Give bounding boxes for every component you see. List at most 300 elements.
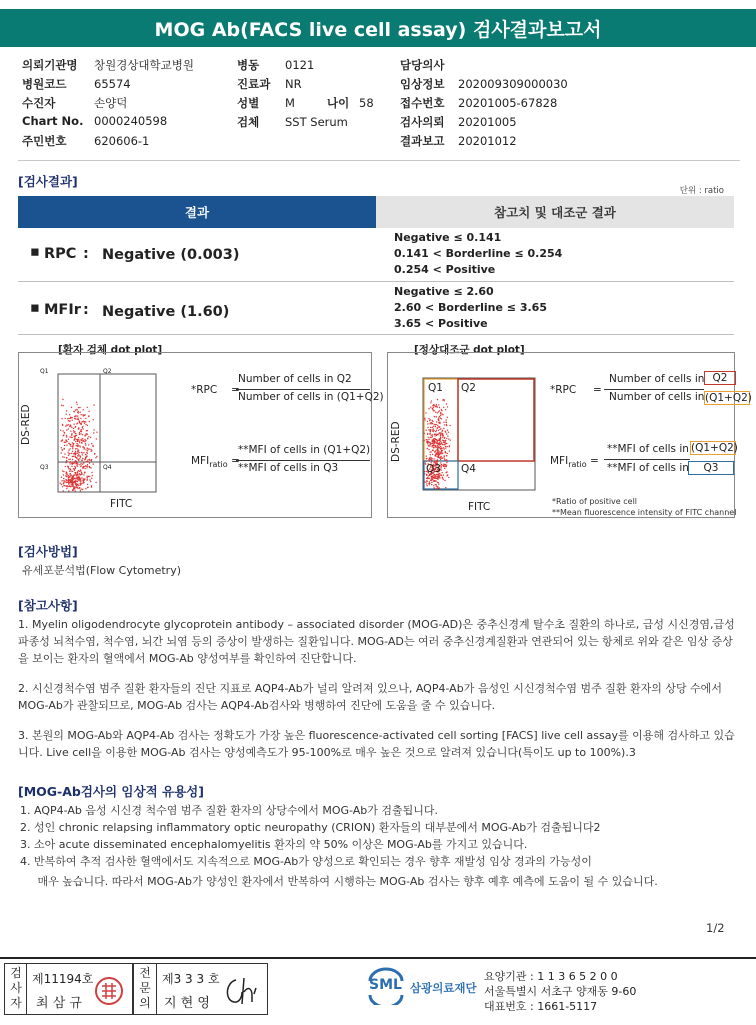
dot	[78, 485, 79, 486]
clinical-item: 3. 소아 acute disseminated encephalomyelitis 환자의 약 50% 이상은 MOG-Ab를 가지고 있습니다.	[20, 838, 528, 851]
dot	[68, 490, 69, 491]
dot	[80, 433, 81, 434]
dot	[96, 432, 97, 433]
dot	[70, 461, 71, 462]
lab-address: 서울특별시 서초구 양재동 9-60	[484, 985, 637, 998]
dot	[73, 456, 74, 457]
dot	[433, 447, 434, 448]
q1-label: Q1	[40, 368, 49, 375]
dot	[442, 430, 443, 431]
dot	[87, 487, 88, 488]
mfi-denominator: **MFI of cells in	[607, 462, 689, 474]
fraction-line	[604, 389, 704, 390]
note-2: 2. 시신경척수염 범주 질환 환자들의 진단 지표로 AQP4-Ab가 널리 알려져 있으나, AQP4-Ab가 음성인 시신경척수염 범주 질환 환자의 상당 수에서 MOG-Ab가 관찰되므로, MOG-Ab 검사는 AQP4-Ab검사와 병행하여 진단에 도움을 줄 수 있습니다.	[18, 682, 722, 712]
dot	[449, 450, 450, 451]
equals: =	[231, 384, 240, 396]
dot	[79, 479, 80, 480]
dot	[82, 467, 83, 468]
dot	[75, 477, 76, 478]
dot	[66, 414, 67, 415]
mfi-numerator: **MFI of cells in	[607, 443, 689, 455]
dot	[61, 477, 62, 478]
dot	[438, 404, 439, 405]
patient-field: 검사의뢰 20201005	[400, 115, 517, 129]
dot	[428, 449, 429, 450]
dot	[83, 479, 84, 480]
dot	[62, 470, 63, 471]
dot	[434, 451, 435, 452]
dot	[77, 464, 78, 465]
dot	[80, 466, 81, 467]
footnote-rpc: *Ratio of positive cell	[552, 497, 638, 506]
q3-tag: Q3	[688, 461, 734, 475]
dot	[448, 438, 449, 439]
dot	[68, 428, 69, 429]
dot	[69, 436, 70, 437]
patient-field: 진료과 NR	[237, 77, 302, 91]
dot	[437, 445, 438, 446]
dot	[436, 486, 437, 487]
dot	[70, 470, 71, 471]
notes-header: [참고사항]	[18, 598, 78, 613]
row-divider	[18, 281, 734, 282]
dot	[437, 448, 438, 449]
dot	[431, 479, 432, 480]
patient-field-age: 나이 58	[327, 96, 374, 110]
patient-field: 병동 0121	[237, 58, 315, 72]
dot	[78, 407, 79, 408]
dot	[85, 454, 86, 455]
dot	[76, 481, 77, 482]
dot	[87, 450, 88, 451]
dot	[427, 421, 428, 422]
dot	[428, 445, 429, 446]
dot	[438, 426, 439, 427]
dot	[61, 405, 62, 406]
dot	[61, 480, 62, 481]
dot	[87, 484, 88, 485]
dot	[430, 427, 431, 428]
dot	[434, 475, 435, 476]
dot	[79, 452, 80, 453]
dot	[90, 481, 91, 482]
dot	[427, 477, 428, 478]
dot	[433, 485, 434, 486]
plot-area	[58, 374, 156, 492]
dot	[437, 482, 438, 483]
dot	[91, 486, 92, 487]
dot	[430, 433, 431, 434]
dot	[63, 478, 64, 479]
patient-field: 의뢰기관명 창원경상대학교병원	[22, 58, 194, 72]
dot	[435, 431, 436, 432]
dot	[427, 439, 428, 440]
dot	[82, 454, 83, 455]
dot	[68, 476, 69, 477]
fraction-line	[236, 389, 370, 390]
dot	[65, 466, 66, 467]
dot	[436, 452, 437, 453]
dot	[80, 463, 81, 464]
dot	[65, 481, 66, 482]
dot	[74, 411, 75, 412]
dot	[84, 441, 85, 442]
dot	[89, 448, 90, 449]
dot	[91, 443, 92, 444]
dot	[63, 435, 64, 436]
dot	[68, 443, 69, 444]
mfi-formula-label: $MFI_{ratio}$ =	[550, 455, 599, 470]
dot	[83, 409, 84, 410]
dot	[438, 483, 439, 484]
dot	[83, 415, 84, 416]
dot	[448, 432, 449, 433]
dot	[74, 418, 75, 419]
license-number: 제11194호	[32, 972, 94, 986]
dot	[79, 420, 80, 421]
dot	[69, 453, 70, 454]
divider	[26, 963, 27, 1015]
dot	[446, 446, 447, 447]
dot	[432, 478, 433, 479]
dot	[91, 472, 92, 473]
dot	[83, 452, 84, 453]
dot	[434, 438, 435, 439]
dot	[66, 488, 67, 489]
dot	[71, 482, 72, 483]
results-table-header	[18, 196, 734, 228]
dot	[92, 446, 93, 447]
dot	[68, 452, 69, 453]
dot	[444, 468, 445, 469]
dot	[77, 451, 78, 452]
dot	[435, 445, 436, 446]
dot	[71, 484, 72, 485]
dot	[79, 407, 80, 408]
dot	[438, 411, 439, 412]
dot	[76, 419, 77, 420]
dot	[446, 472, 447, 473]
dot	[88, 411, 89, 412]
dot	[73, 424, 74, 425]
dot	[429, 457, 430, 458]
dot	[435, 480, 436, 481]
seal-icon	[94, 976, 124, 1006]
patient-info	[22, 57, 742, 153]
dot	[444, 448, 445, 449]
dot	[425, 461, 426, 462]
dot	[62, 425, 63, 426]
dot	[442, 472, 443, 473]
patient-field: 담당의사	[400, 58, 445, 72]
dot	[74, 475, 75, 476]
dot	[444, 438, 445, 439]
dot	[430, 459, 431, 460]
dot	[73, 485, 74, 486]
reference-column-header: 참고치 및 대조군 결과	[376, 196, 734, 228]
dot	[68, 455, 69, 456]
dot	[435, 424, 436, 425]
dot	[442, 399, 443, 400]
dot	[80, 470, 81, 471]
dot	[447, 406, 448, 407]
dot	[87, 477, 88, 478]
result-name-rpc: RPC	[44, 246, 77, 262]
dot	[77, 459, 78, 460]
dot	[445, 464, 446, 465]
dot	[77, 474, 78, 475]
dot	[446, 419, 447, 420]
dot	[437, 427, 438, 428]
signer-role: 전문의	[139, 966, 151, 1010]
dot	[66, 435, 67, 436]
q4-label: Q4	[461, 463, 476, 475]
dot	[438, 476, 439, 477]
dot	[68, 483, 69, 484]
dot	[440, 457, 441, 458]
dot	[445, 452, 446, 453]
dot	[85, 465, 86, 466]
dot	[84, 435, 85, 436]
dot	[87, 466, 88, 467]
dot	[76, 462, 77, 463]
dot	[429, 483, 430, 484]
dot	[71, 427, 72, 428]
dot	[86, 476, 87, 477]
dot	[66, 444, 67, 445]
dot	[77, 471, 78, 472]
dot	[84, 421, 85, 422]
dot	[432, 445, 433, 446]
dot	[65, 425, 66, 426]
dot	[440, 413, 441, 414]
dot	[65, 418, 66, 419]
dot	[438, 446, 439, 447]
dot	[69, 473, 70, 474]
q2-tag: Q2	[704, 371, 736, 385]
row-divider	[18, 334, 734, 335]
dot	[82, 452, 83, 453]
dot	[63, 485, 64, 486]
dot	[437, 457, 438, 458]
dot	[75, 409, 76, 410]
dot	[87, 430, 88, 431]
dot	[79, 441, 80, 442]
dot	[71, 437, 72, 438]
dot	[449, 425, 450, 426]
dot	[87, 453, 88, 454]
dot	[82, 464, 83, 465]
dot	[77, 444, 78, 445]
dot	[76, 445, 77, 446]
dot	[72, 448, 73, 449]
dot	[70, 459, 71, 460]
dot	[87, 407, 88, 408]
dot	[87, 438, 88, 439]
dot	[71, 466, 72, 467]
dot	[73, 430, 74, 431]
dot	[60, 430, 61, 431]
dot	[446, 465, 447, 466]
dot	[71, 479, 72, 480]
dot	[435, 434, 436, 435]
dot	[440, 453, 441, 454]
dot	[63, 471, 64, 472]
dot	[78, 480, 79, 481]
dot	[79, 464, 80, 465]
dot	[78, 488, 79, 489]
dot	[79, 434, 80, 435]
dot	[429, 460, 430, 461]
patient-field: 주민번호 620606-1	[22, 134, 150, 148]
dot	[431, 476, 432, 477]
dot	[434, 435, 435, 436]
dot	[432, 434, 433, 435]
dot	[81, 440, 82, 441]
signer-name: 최 삼 규	[36, 996, 82, 1011]
dot	[441, 451, 442, 452]
dot	[60, 483, 61, 484]
lab-code: 요양기관 : 1 1 3 6 5 2 0 0	[484, 970, 618, 983]
dot	[72, 456, 73, 457]
dot	[445, 446, 446, 447]
dot	[68, 475, 69, 476]
dot	[79, 422, 80, 423]
reference-rpc: Negative ≤ 0.141 0.141 < Borderline ≤ 0.254 0.254 < Positive	[394, 231, 563, 276]
dot	[438, 430, 439, 431]
dot	[441, 418, 442, 419]
dot	[71, 463, 72, 464]
dot	[78, 454, 79, 455]
dot	[80, 481, 81, 482]
dot	[433, 442, 434, 443]
dot	[426, 458, 427, 459]
dot	[431, 461, 432, 462]
dot	[424, 419, 425, 420]
dot	[435, 416, 436, 417]
dot	[92, 475, 93, 476]
dot	[87, 459, 88, 460]
dot	[66, 471, 67, 472]
dot	[77, 440, 78, 441]
dot	[89, 467, 90, 468]
dot	[430, 407, 431, 408]
dot	[437, 486, 438, 487]
dot	[93, 432, 94, 433]
dot	[425, 412, 426, 413]
dot	[75, 441, 76, 442]
dot	[70, 431, 71, 432]
dot	[68, 449, 69, 450]
dot	[95, 457, 96, 458]
dot	[93, 463, 94, 464]
dot	[436, 421, 437, 422]
dot	[447, 453, 448, 454]
dot	[440, 436, 441, 437]
dot	[435, 456, 436, 457]
dot	[433, 426, 434, 427]
control-dot-plot	[389, 356, 545, 514]
dot	[81, 488, 82, 489]
dot	[72, 445, 73, 446]
dot	[441, 443, 442, 444]
dot	[74, 472, 75, 473]
dot	[70, 446, 71, 447]
dot	[63, 480, 64, 481]
dot	[75, 480, 76, 481]
dot	[96, 438, 97, 439]
dot	[78, 455, 79, 456]
q2-label: Q2	[103, 368, 112, 375]
dot	[88, 415, 89, 416]
dot	[424, 418, 425, 419]
dot	[83, 448, 84, 449]
dot	[65, 462, 66, 463]
dot	[72, 490, 73, 491]
dot	[432, 423, 433, 424]
dot	[71, 478, 72, 479]
dot	[70, 469, 71, 470]
dot	[72, 480, 73, 481]
dot	[430, 419, 431, 420]
dot	[84, 414, 85, 415]
dot	[64, 453, 65, 454]
patient-field: 성별 M	[237, 96, 295, 110]
dot	[446, 438, 447, 439]
dot	[446, 466, 447, 467]
dot	[85, 418, 86, 419]
dot	[61, 418, 62, 419]
dot	[74, 490, 75, 491]
patient-field: 수진자 손양덕	[22, 96, 128, 110]
dot	[82, 489, 83, 490]
dot	[439, 407, 440, 408]
dot	[74, 432, 75, 433]
dot	[440, 412, 441, 413]
dot	[77, 477, 78, 478]
result-name-mfir: MFIr	[44, 302, 81, 318]
result-column-header: 결과	[18, 196, 376, 228]
dot	[431, 482, 432, 483]
bullet-icon: ▪	[30, 300, 40, 316]
dot	[438, 419, 439, 420]
patient-field: 검체 SST Serum	[237, 115, 348, 129]
dot	[436, 484, 437, 485]
dot	[63, 474, 64, 475]
dot	[73, 478, 74, 479]
dot	[432, 454, 433, 455]
clinical-header: [MOG-Ab검사의 임상적 유용성]	[18, 784, 204, 799]
dot	[442, 453, 443, 454]
results-header: [검사결과]	[18, 174, 78, 189]
dot	[69, 414, 70, 415]
dot	[427, 443, 428, 444]
dot	[439, 487, 440, 488]
dot	[64, 457, 65, 458]
dot	[88, 436, 89, 437]
dot	[64, 442, 65, 443]
dot	[431, 400, 432, 401]
dot	[81, 474, 82, 475]
dot	[62, 430, 63, 431]
dot	[84, 459, 85, 460]
dot	[66, 460, 67, 461]
patient-field: 결과보고 20201012	[400, 134, 517, 148]
dot	[68, 466, 69, 467]
dot	[441, 413, 442, 414]
footer-divider	[0, 957, 756, 959]
dot	[77, 478, 78, 479]
